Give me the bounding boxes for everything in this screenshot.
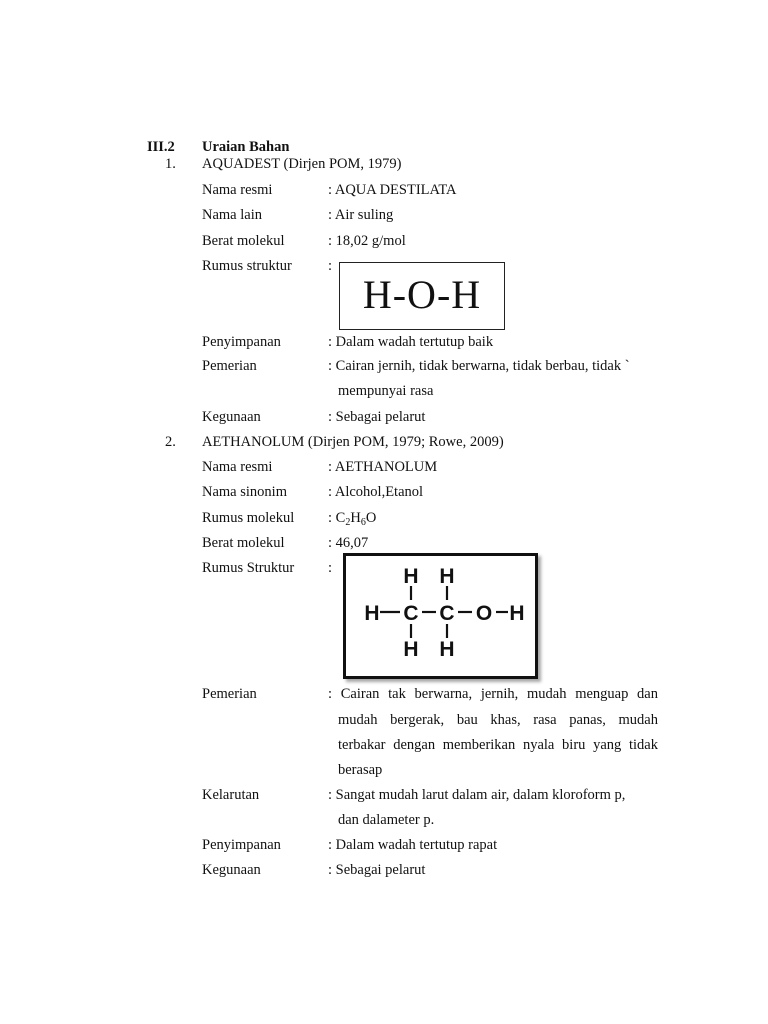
value-berat-molekul: : 46,07 — [328, 535, 369, 551]
label-kelarutan: Kelarutan — [202, 787, 260, 803]
value-kelarutan: : Sangat mudah larut dalam air, dalam kloroform p, — [328, 787, 626, 803]
label-rumus-struktur: Rumus struktur — [202, 258, 292, 274]
atom-h-c2-bottom: H — [439, 638, 455, 661]
value-berat-molekul: : 18,02 g/mol — [328, 233, 406, 249]
label-penyimpanan: Penyimpanan — [202, 334, 281, 350]
atom-o: O — [475, 602, 493, 625]
value-nama-resmi: : AETHANOLUM — [328, 459, 438, 475]
value-nama-resmi: : AQUA DESTILATA — [328, 182, 457, 198]
section-number: III.2 — [147, 139, 175, 155]
item-number-2: 2. — [165, 434, 176, 450]
atom-h-c2-top: H — [439, 565, 455, 588]
value-pemerian-line-1: : Cairan tak berwarna, jernih, mudah menguap dan — [328, 686, 658, 702]
item-heading-aquadest: AQUADEST (Dirjen POM, 1979) — [202, 156, 402, 172]
value-pemerian-line-4: berasap — [338, 762, 383, 778]
structure-box-water — [339, 262, 505, 330]
value-penyimpanan: : Dalam wadah tertutup baik — [328, 334, 494, 350]
label-berat-molekul: Berat molekul — [202, 233, 285, 249]
atom-c1: C — [403, 602, 419, 625]
label-rumus-struktur: Rumus Struktur — [202, 560, 295, 576]
structure-box-ethanol — [343, 553, 538, 679]
value-pemerian: : Cairan jernih, tidak berwarna, tidak berbau, tidak ` — [328, 358, 630, 374]
value-kegunaan: : Sebagai pelarut — [328, 862, 426, 878]
label-nama-resmi: Nama resmi — [202, 182, 273, 198]
atom-h-c1-bottom: H — [403, 638, 419, 661]
ethanol-structure-diagram — [346, 556, 534, 675]
atom-h-c1-top: H — [403, 565, 419, 588]
label-pemerian: Pemerian — [202, 686, 257, 702]
section-title: Uraian Bahan — [202, 139, 290, 155]
value-rumus-struktur: : — [328, 560, 333, 576]
value-pemerian-cont: mempunyai rasa — [338, 383, 434, 399]
structure-formula-water: H-O-H — [362, 272, 482, 317]
value-pemerian-line-2: mudah bergerak, bau khas, rasa panas, mudah — [338, 712, 658, 728]
label-nama-sinonim: Nama sinonim — [202, 484, 287, 500]
label-penyimpanan: Penyimpanan — [202, 837, 281, 853]
value-rumus-molekul: : $C_2H_6O$ — [328, 510, 377, 528]
label-rumus-molekul: Rumus molekul — [202, 510, 295, 526]
atom-c2: C — [439, 602, 455, 625]
label-berat-molekul: Berat molekul — [202, 535, 285, 551]
value-penyimpanan: : Dalam wadah tertutup rapat — [328, 837, 498, 853]
label-nama-lain: Nama lain — [202, 207, 262, 223]
value-nama-lain: : Air suling — [328, 207, 394, 223]
value-rumus-struktur: : — [328, 258, 333, 274]
item-heading-aethanolum: AETHANOLUM (Dirjen POM, 1979; Rowe, 2009) — [202, 434, 504, 450]
label-kegunaan: Kegunaan — [202, 862, 261, 878]
label-kegunaan: Kegunaan — [202, 409, 261, 425]
item-number-1: 1. — [165, 156, 176, 172]
label-pemerian: Pemerian — [202, 358, 257, 374]
label-nama-resmi: Nama resmi — [202, 459, 273, 475]
value-nama-sinonim: : Alcohol,Etanol — [328, 484, 424, 500]
value-kegunaan: : Sebagai pelarut — [328, 409, 426, 425]
value-pemerian-line-3: terbakar dengan memberikan nyala biru yang tidak — [338, 737, 658, 753]
atom-h-left: H — [364, 602, 380, 625]
atom-h-right: H — [509, 602, 525, 625]
value-kelarutan-cont: dan dalameter p. — [338, 812, 435, 828]
